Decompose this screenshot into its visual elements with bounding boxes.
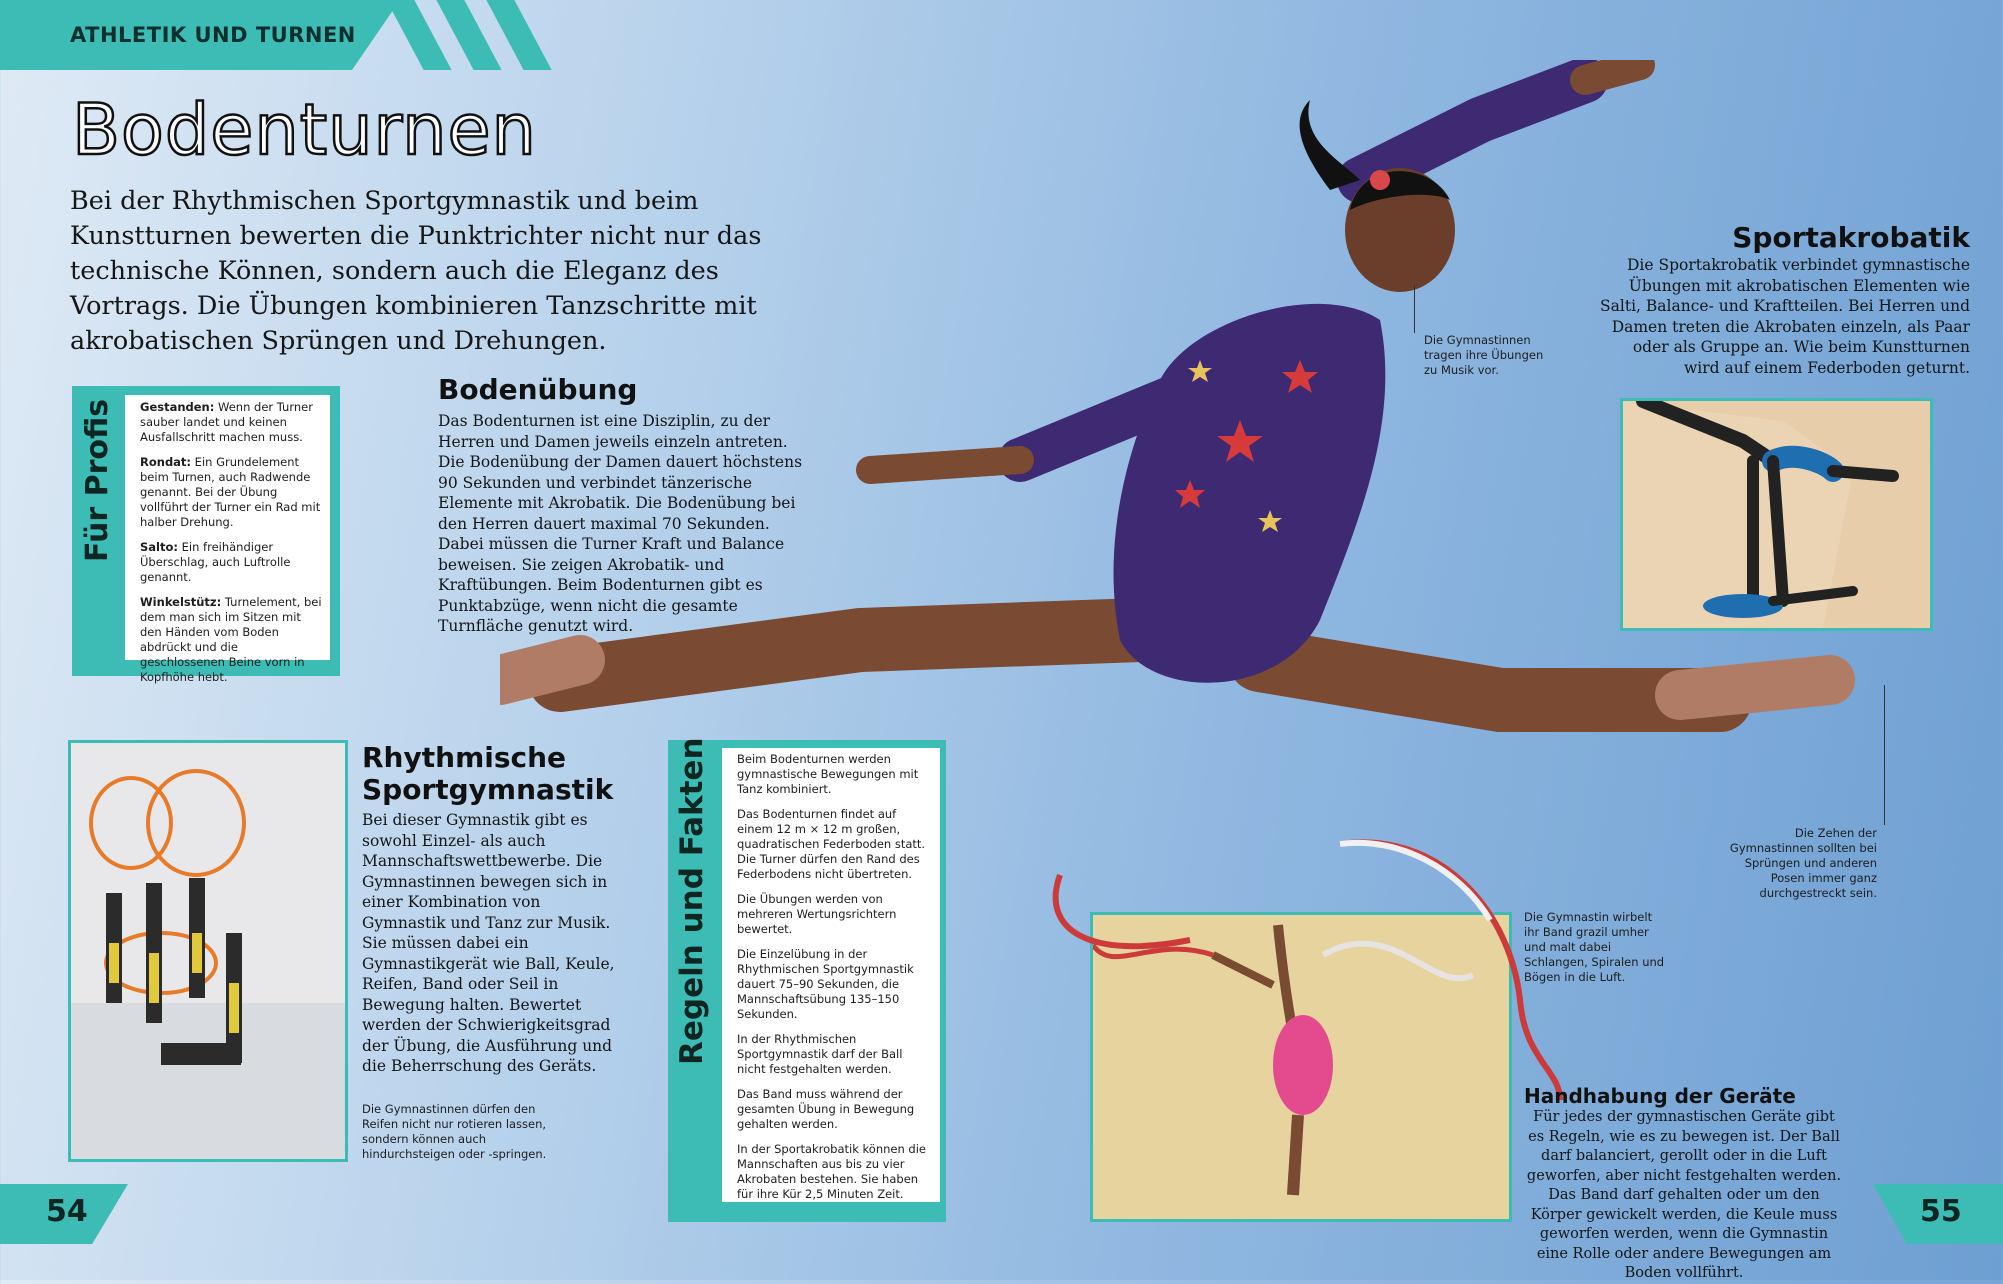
section-label: ATHLETIK UND TURNEN xyxy=(70,23,356,47)
handhabung-heading: Handhabung der Geräte xyxy=(1524,1084,1796,1108)
page-number-left: 54 xyxy=(46,1194,88,1229)
rhythmic-group-illustration xyxy=(71,743,345,1159)
regeln-item: In der Rhythmischen Sportgymnastik darf der Ball nicht festgehalten werden. xyxy=(737,1032,903,1076)
gymnast-hand-left xyxy=(870,460,1020,470)
regeln-label: Regeln und Fakten xyxy=(674,737,710,1065)
regeln-item: Die Einzelübung in der Rhythmischen Sportgymnastik dauert 75–90 Sekunden, die Mannschaftsübung 135–150 Sekunden. xyxy=(737,947,914,1021)
page-title: Bodenturnen xyxy=(72,89,537,171)
profis-definition: Ein freihändiger Überschlag, auch Luftrolle genannt. xyxy=(140,540,291,584)
callout-musik: Die Gymnastinnen tragen ihre Übungen zu Musik vor. xyxy=(1424,333,1544,377)
regeln-item: In der Sportakrobatik können die Mannschaften aus bis zu vier Akrobaten bestehen. Sie haben für ihre Kür 2,5 Minuten Zeit. xyxy=(737,1142,927,1201)
intro-text: Bei der Rhythmischen Sportgymnastik und beim Kunstturnen bewerten die Punktrichter nicht nur das technische Können, sondern auch die Eleganz des Vortrags. Die Übungen kombinieren Tanzschritte mit akrobatischen Sprüngen und Drehungen. xyxy=(70,186,762,356)
gymnast-leg-right xyxy=(1260,660,1720,700)
bodenuebung-text: Das Bodenturnen ist eine Disziplin, zu der Herren und Damen jeweils einzeln antreten. Die Bodenübung der Damen dauert höchstens 90 Sekunden und verbindet tänzerische Elemente mit Akrobatik. Die Bodenübung bei den Herren dauert maximal 70 Sekunden. Dabei müssen die Turner Kraft und Balance beweisen. Sie zeigen Akrobatik- und Kraftübungen. Beim Bodenturnen gibt es Punktabzüge, wenn nicht die gesamte Turnfläche genutzt wird. xyxy=(438,412,803,635)
profis-label: Für Profis xyxy=(80,398,115,562)
rhythmische-caption: Die Gymnastinnen dürfen den Reifen nicht nur rotieren lassen, sondern können auch hindurchsteigen oder -springen. xyxy=(362,1102,547,1161)
profis-term: Gestanden: xyxy=(140,400,215,414)
sportakrobatik-text: Die Sportakrobatik verbindet gymnastische Übungen mit akrobatischen Elementen wie Salti, Balance- und Kraftteilen. Bei Herren und Damen treten die Akrobaten einzeln, als Paar oder als Gruppe an. Wie beim Kunstturnen wird auf einem Federboden geturnt. xyxy=(1600,256,1970,377)
rhythmic-group-photo xyxy=(68,740,348,1162)
callout-line xyxy=(1414,285,1415,333)
sportakrobatik-photo xyxy=(1620,398,1933,631)
handhabung-text: Für jedes der gymnastischen Geräte gibt es Regeln, wie es zu bewegen ist. Der Ball darf balanciert, gerollt oder in die Luft geworfen, aber nicht festgehalten werden. Das Band darf gehalten oder um den Körper gewickelt werden, die Keule muss geworfen werden, wenn die Gymnastin eine Rolle oder andere Bewegungen am Boden vollführt. xyxy=(1526,1109,1842,1281)
profis-term: Salto: xyxy=(140,540,178,554)
callout-line xyxy=(1884,685,1885,825)
profis-definition: Ein Grundelement beim Turnen, auch Radwende genannt. Bei der Übung vollführt der Turner ein Rad mit halber Drehung. xyxy=(140,455,321,529)
regeln-list xyxy=(737,752,933,1212)
callout-band: Die Gymnastin wirbelt ihr Band grazil umher und malt dabei Schlangen, Spiralen und Bögen in die Luft. xyxy=(1524,910,1665,984)
profis-definition: Wenn der Turner sauber landet und keinen Ausfallschritt machen muss. xyxy=(140,400,313,444)
gymnast-arm-right xyxy=(1360,80,1585,180)
bodenuebung-heading: Bodenübung xyxy=(438,373,638,406)
acrobat-pair-illustration xyxy=(1623,401,1930,628)
profis-item xyxy=(140,455,325,530)
regeln-item: Die Übungen werden von mehreren Wertungsrichtern bewertet. xyxy=(737,892,897,936)
ribbon-trail xyxy=(1040,830,1580,1100)
profis-definition: Turnelement, bei dem man sich im Sitzen mit den Händen vom Boden abdrückt und die geschlossenen Beine vorn in Kopfhöhe hebt. xyxy=(140,595,322,684)
profis-list xyxy=(140,400,325,695)
gymnast-hand-right xyxy=(1585,65,1640,80)
profis-item xyxy=(140,400,325,445)
regeln-item: Das Bodenturnen findet auf einem 12 m × 12 m großen, quadratischen Federboden statt. Die Turner dürfen den Rand des Federbodens nicht übertreten. xyxy=(737,807,926,881)
gymnast-ponytail xyxy=(1300,100,1360,190)
rhythmische-text: Bei dieser Gymnastik gibt es sowohl Einzel- als auch Mannschaftswettbewerbe. Die Gymnastinnen bewegen sich in einer Kombination von Gymnastik und Tanz zur Musik. Sie müssen dabei ein Gymnastikgerät wie Ball, Keule, Reifen, Band oder Seil in Bewegung halten. Bewertet werden der Schwierigkeitsgrad der Übung, die Ausführung und die Beherrschung des Geräts. xyxy=(362,811,615,1075)
callout-zehen: Die Zehen der Gymnastinnen sollten bei Sprüngen und anderen Posen immer ganz durchgestreckt sein. xyxy=(1729,826,1877,900)
gymnast-foot-left xyxy=(500,660,580,680)
regeln-item: Das Band muss während der gesamten Übung in Bewegung gehalten werden. xyxy=(737,1087,915,1131)
page-number-right: 55 xyxy=(1920,1194,1962,1229)
gymnast-foot-right xyxy=(1680,680,1830,695)
profis-item xyxy=(140,540,325,585)
profis-term: Winkelstütz: xyxy=(140,595,222,609)
regeln-item: Beim Bodenturnen werden gymnastische Bewegungen mit Tanz kombiniert. xyxy=(737,752,919,796)
gymnast-leotard xyxy=(1114,304,1386,683)
hair-scrunchie xyxy=(1370,170,1390,190)
sportakrobatik-heading: Sportakrobatik xyxy=(1732,221,1970,254)
profis-item xyxy=(140,595,325,685)
gymnast-leg-left xyxy=(560,630,1140,680)
rhythmische-heading: Rhythmische Sportgymnastik xyxy=(362,741,614,807)
profis-term: Rondat: xyxy=(140,455,192,469)
